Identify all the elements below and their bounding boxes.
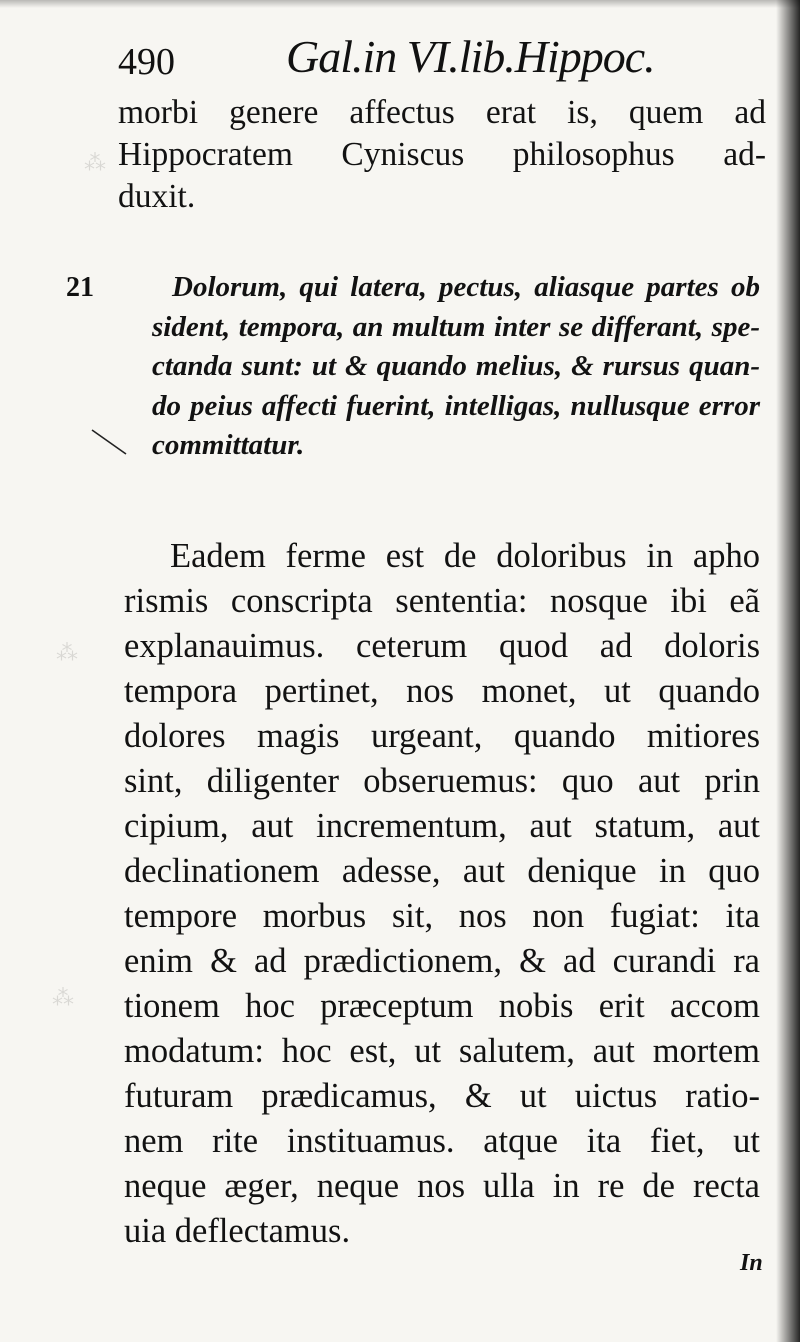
bleed-through-mark: ⁂ (84, 150, 106, 175)
continuation-paragraph (118, 92, 766, 218)
text-line: cipium, aut incrementum, aut statum, aut (124, 807, 760, 845)
text-line: modatum: hoc est, ut salutem, aut mortem (124, 1032, 760, 1070)
text-line: morbi genere affectus erat is, quem ad (118, 94, 766, 131)
page-header (118, 28, 758, 88)
aphorism-text (152, 268, 760, 466)
text-line: Hippocratem Cyniscus philosophus ad- (118, 136, 766, 173)
text-line: dolores magis urgeant, quando mitiores (124, 717, 760, 755)
bleed-through-mark: ⁂ (56, 640, 78, 665)
text-line: tionem hoc præceptum nobis erit accom (124, 987, 760, 1025)
text-line: declinationem adesse, aut denique in quo (124, 852, 760, 890)
text-line: uia deflectamus. (124, 1212, 351, 1250)
text-line: Dolorum, qui latera, pectus, aliasque partes ob (172, 271, 760, 303)
margin-pointer-mark (90, 428, 130, 458)
text-line: enim & ad prædictionem, & ad curandi ra (124, 942, 760, 980)
bleed-through-mark: ⁂ (52, 985, 74, 1010)
aphorism-number: 21 (66, 272, 94, 303)
text-line: futuram prædicamus, & ut uictus ratio- (124, 1077, 760, 1115)
text-line: ctanda sunt: ut & quando melius, & rursus quan- (152, 350, 760, 382)
running-head: Gal.in VI.lib.Hippoc. (286, 31, 655, 82)
text-line: tempora pertinet, nos monet, ut quando (124, 672, 760, 710)
text-line: neque æger, neque nos ulla in re de recta (124, 1167, 760, 1205)
text-line: rismis conscripta sententia: nosque ibi eã (124, 582, 760, 620)
text-line: tempore morbus sit, nos non fugiat: ita (124, 897, 760, 935)
text-line: sident, tempora, an multum inter se differant, spe- (152, 310, 760, 343)
text-line: do peius affecti fuerint, intelligas, nullusque error (152, 389, 760, 422)
scan-gutter-shadow (776, 0, 800, 1342)
commentary-paragraph (124, 534, 760, 1254)
text-line: duxit. (118, 178, 196, 215)
page-number: 490 (118, 41, 175, 83)
catchword: In (740, 1250, 763, 1276)
text-line: explanauimus. ceterum quod ad doloris (124, 627, 760, 665)
text-line: Eadem ferme est de doloribus in apho (170, 537, 760, 575)
text-line: nem rite instituamus. atque ita fiet, ut (124, 1122, 760, 1160)
text-line: sint, diligenter obseruemus: quo aut prin (124, 762, 760, 800)
scan-top-shadow (0, 0, 800, 8)
text-line: committatur. (152, 429, 305, 461)
